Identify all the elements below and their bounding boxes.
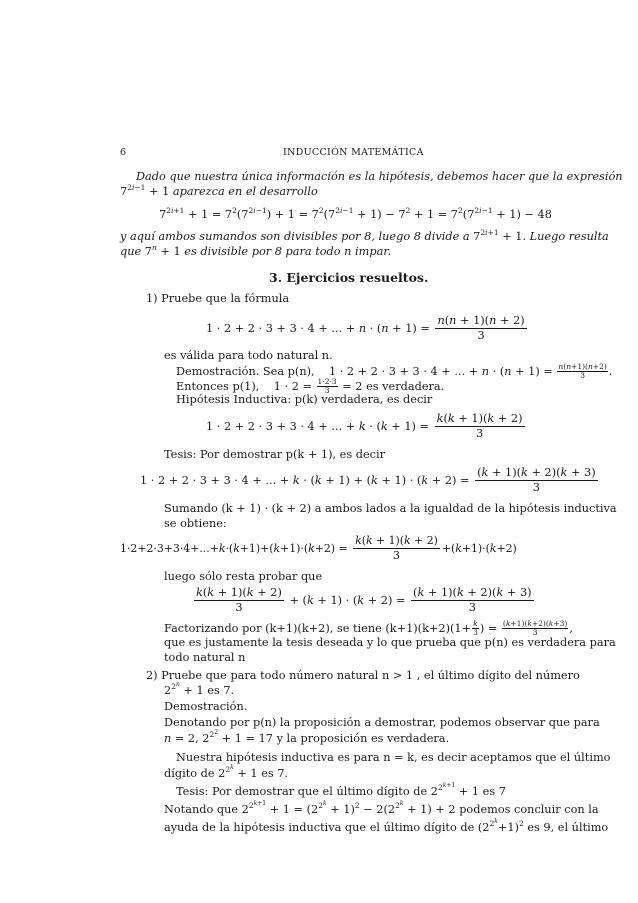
ex2-p5-head: Tesis: Por demostrar que el último dígito de [176, 785, 428, 798]
ex2-p5: Tesis: Por demostrar que el último dígito de $2^{2^{k+1}} + 1$ es 7 [176, 782, 506, 798]
ex1-sum-1: Sumando (k + 1) · (k + 2) a ambos lados a la igualdad de la hipótesis inductiva [164, 502, 617, 515]
ex1-factor-1-text: Factorizando por (k+1)(k+2), se tiene (k+1)(k+2)(1+ [164, 621, 472, 635]
ex2-p3: Nuestra hipótesis inductiva es para n = k, es decir aceptamos que el último [176, 751, 611, 764]
ex1-remains: luego sólo resta probar que [164, 570, 323, 583]
ex2-p6-head: Notando que [164, 803, 239, 816]
ex2-p7-head: ayuda de la hipótesis inductiva que el último dígito de [164, 821, 475, 834]
intro-equation: $7^{2i+1} + 1 = 7^2(7^{2i-1}) + 1 = 7^2(7^{2i-1} + 1) - 7^2 + 1 = 7^2(7^{2i-1} + 1) - 48$ [159, 206, 552, 221]
intro-line-4-tail: es divisible por 8 para todo n impar. [184, 245, 392, 258]
ex1-valid: es válida para todo natural n. [164, 349, 333, 362]
ex2-p5-tail: es 7 [482, 785, 506, 798]
ex1-then-tail: es verdadera. [366, 379, 445, 393]
intro-line-4: que $7^n + 1$ es divisible por 8 para todo n impar. [120, 243, 392, 258]
ex1-then: Entonces p(1), 1 · 2 = $\frac{1\cdot 2\cdot 3}{3}$ = 2 es verdadera. [176, 377, 445, 395]
intro-line-3-text: y aquí ambos sumandos son divisibles por 8, luego 8 divide a [120, 230, 470, 243]
ex1-then-text: Entonces p(1), [176, 379, 260, 393]
ex2-label-1: 2) Pruebe que para todo número natural n > 1 , el último dígito del número [146, 669, 580, 682]
ex2-p4-tail: es 7. [261, 767, 289, 780]
running-title: INDUCCIÓN MATEMÁTICA [283, 147, 424, 158]
ex2-demo: Demostración. [164, 700, 248, 713]
intro-line-2-text: aparezca en el desarrollo [172, 185, 318, 198]
ex2-p6: Notando que $2^{2^{k+1}} + 1 = (2^{2^k} + 1)^2 - 2(2^{2^k} + 1) + 2$ podemos concluir con la [164, 800, 599, 816]
ex2-p1: Denotando por p(n) la proposición a demostrar, podemos observar que para [164, 716, 600, 729]
ex1-factor-3: todo natural n [164, 651, 246, 664]
ex1-remains-formula: $\frac{k(k + 1)(k + 2)}{3}$ + (k + 1) · (k + 2) = $\frac{(k + 1)(k + 2)(k + 3)}{3}$ [196, 586, 532, 614]
ex1-thesis: Tesis: Por demostrar p(k + 1), es decir [164, 448, 386, 461]
page-number: 6 [120, 147, 127, 158]
ex2-label-2: $2^{2^n} + 1$ es 7. [164, 681, 235, 697]
ex1-hyp: Hipótesis Inductiva: p(k) verdadera, es decir [176, 393, 433, 406]
ex1-formula: 1 · 2 + 2 · 3 + 3 · 4 + ... + n · (n + 1) = $\frac{n(n + 1)(n + 2)}{3}$ [206, 314, 525, 342]
intro-line-3: y aquí ambos sumandos son divisibles por 8, luego 8 divide a $7^{2i+1} + 1$. Luego resulta [120, 228, 609, 243]
ex2-p2: n = 2, $2^{2^2} + 1 = 17$ y la proposición es verdadera. [164, 729, 450, 745]
section-title: 3. Ejercicios resueltos. [269, 270, 429, 285]
ex2-label-2-tail: es 7. [207, 684, 235, 697]
ex1-hyp-formula: 1 · 2 + 2 · 3 + 3 · 4 + ... + k · (k + 1) = $\frac{k(k + 1)(k + 2)}{3}$ [206, 412, 523, 440]
intro-line-1: Dado que nuestra única información es la hipótesis, debemos hacer que la expresión [136, 170, 623, 183]
ex2-p6-tail: podemos concluir con la [459, 803, 599, 816]
ex1-label: 1) Pruebe que la fórmula [146, 292, 290, 305]
intro-line-4-head: que [120, 245, 142, 258]
ex1-sum-formula: 1·2+2·3+3·4+...+k·(k+1)+(k+1)·(k+2) = $\frac{k(k + 1)(k + 2)}{3}$ +(k+1)·(k+2) [120, 534, 517, 562]
ex1-factor-2: que es justamente la tesis deseada y lo que prueba que p(n) es verdadera para [164, 636, 616, 649]
intro-line-3-tail: . Luego resulta [522, 230, 609, 243]
ex2-p7: ayuda de la hipótesis inductiva que el último dígito de $(2^{2^k}+1)^2$ es 9, el último [164, 818, 609, 834]
ex2-p4: dígito de $2^{2^k} + 1$ es 7. [164, 764, 289, 780]
ex1-sum-2: se obtiene: [164, 517, 227, 530]
ex1-demo-text: Demostración. Sea p(n), [176, 364, 315, 378]
ex1-thesis-formula: 1 · 2 + 2 · 3 + 3 · 4 + ... + k · (k + 1) + (k + 1) · (k + 2) = $\frac{(k + 1)(k + 2)(k + 3)}{3}$ [140, 466, 596, 494]
ex1-factor-1: Factorizando por (k+1)(k+2), se tiene (k+1)(k+2)(1+ $\frac{k}{3}$ ) = $\frac{(k+1)(k+2)(k+3)}{3}$ , [164, 619, 573, 637]
ex1-demo: Demostración. Sea p(n), 1 · 2 + 2 · 3 + 3 · 4 + ... + n · (n + 1) = $\frac{n(n+1)(n+2)}{3}$ . [176, 362, 613, 380]
ex2-p2-tail: y la proposición es verdadera. [276, 732, 450, 745]
ex2-p7-tail: es 9, el último [527, 821, 609, 834]
ex2-p4-head: dígito de [164, 767, 215, 780]
intro-line-2: $7^{2i-1} + 1$ aparezca en el desarrollo [120, 183, 318, 198]
